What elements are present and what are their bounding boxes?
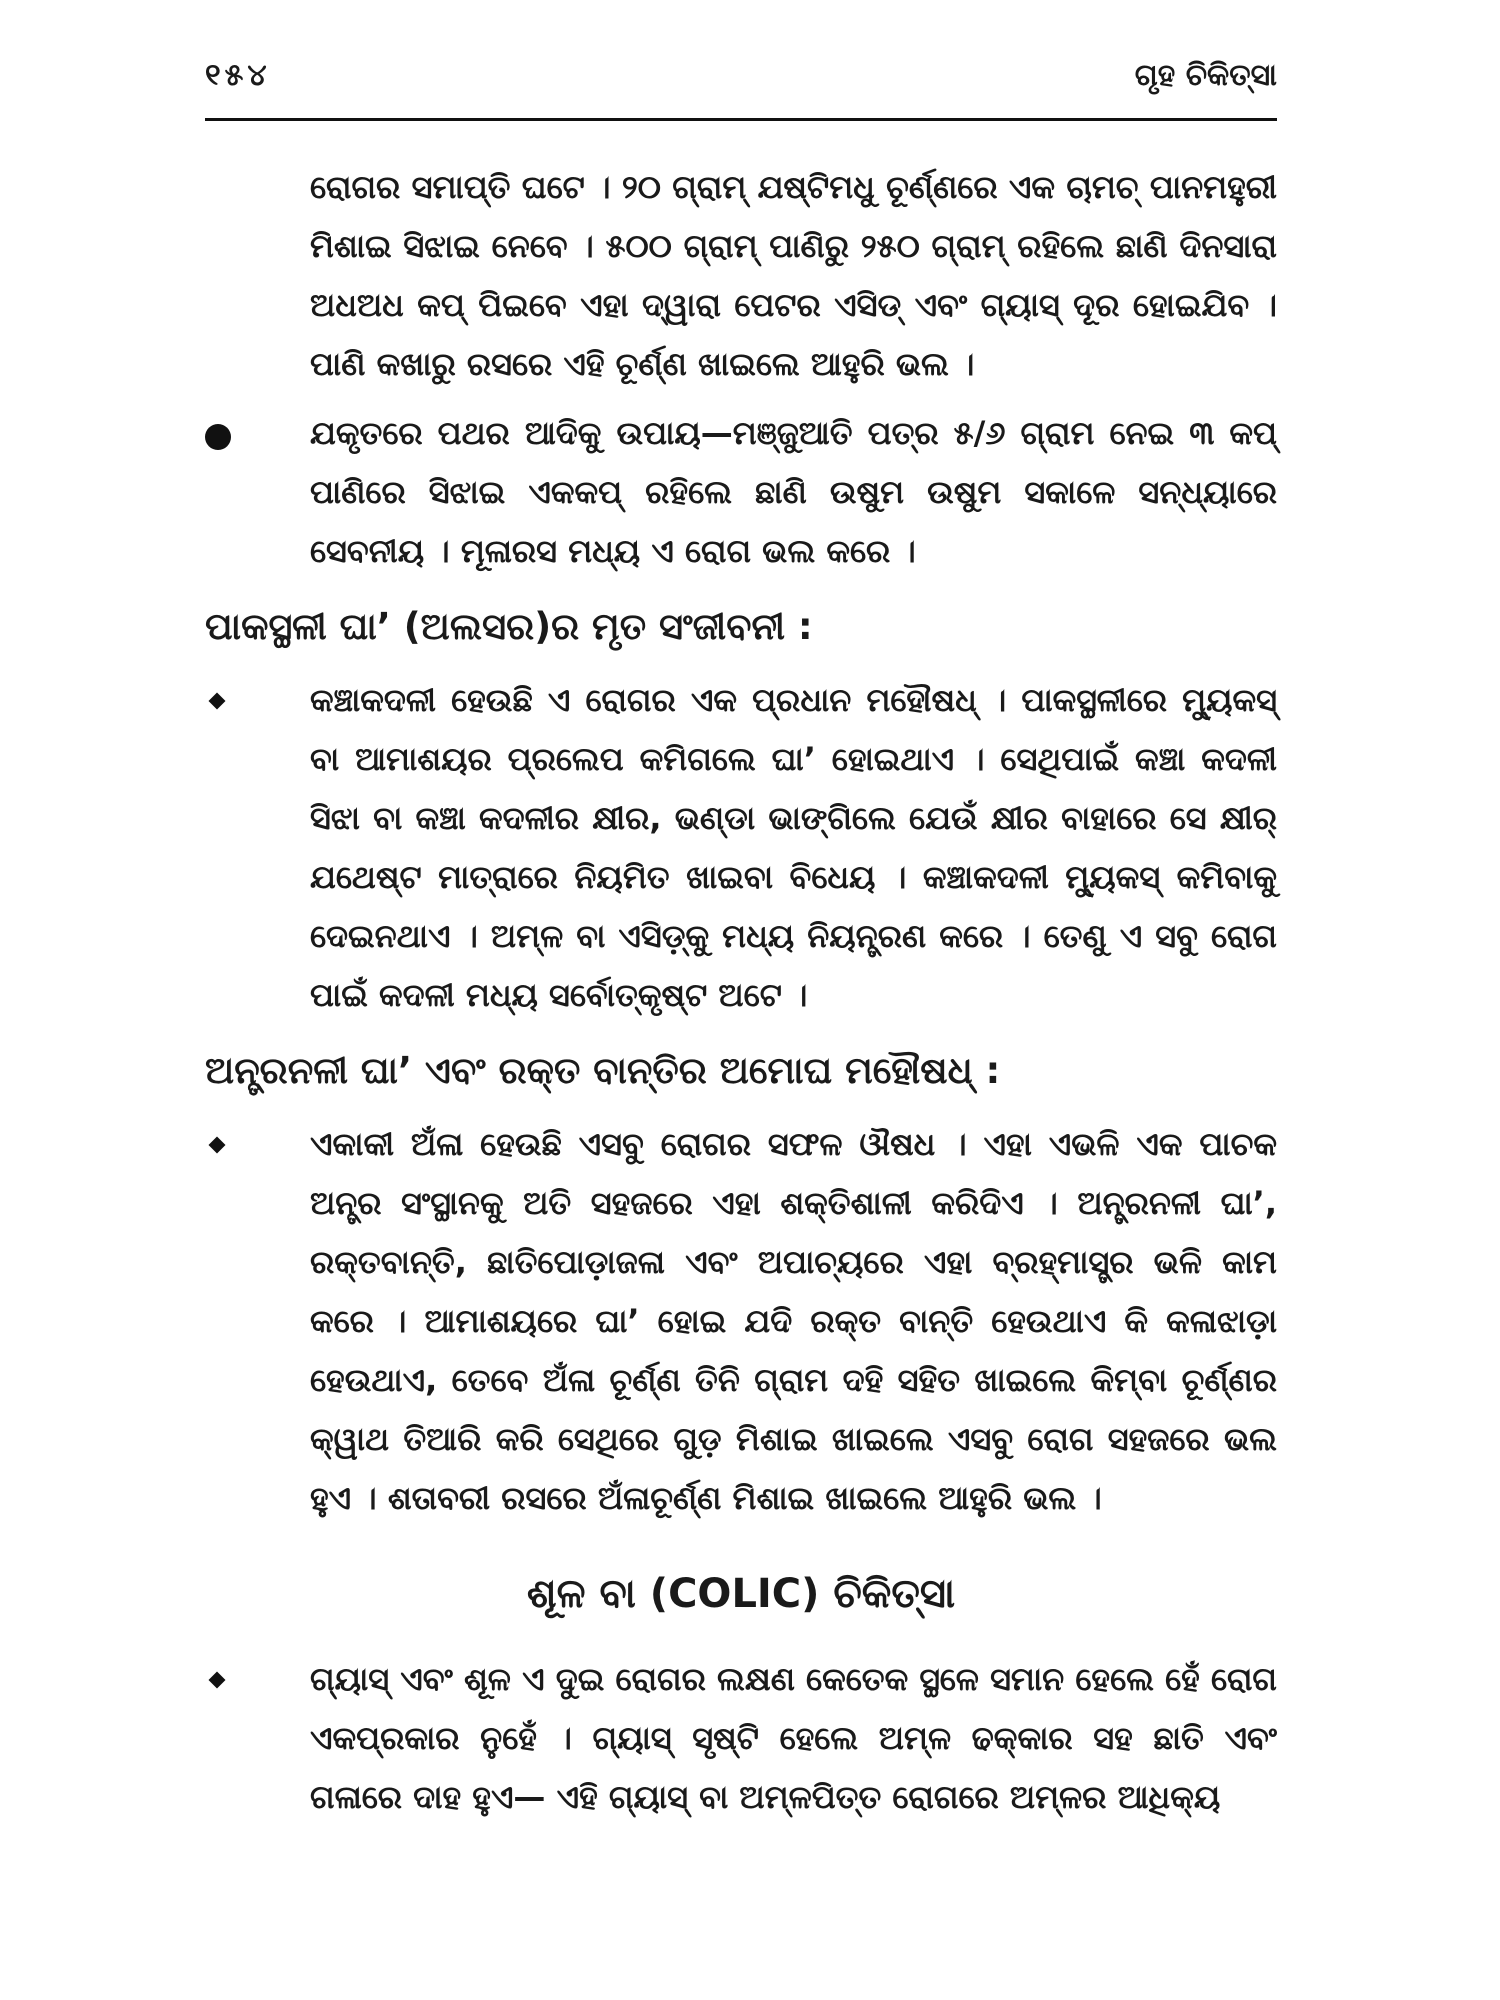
bullet-item-gas-colic xyxy=(205,1650,1277,1827)
bullet-item-raw-banana xyxy=(205,671,1277,1025)
bullet-text: ଗ୍ୟାସ୍ ଏବଂ ଶୂଳ ଏ ଦୁଇ ରୋଗର ଲକ୍ଷଣ କେତେକ ସ୍ଥଳେ ସମାନ ହେଲେ ହେଁ ରୋଗ ଏକପ୍ରକାର ନୁହେଁ । ଗ୍ୟାସ୍ ସୃଷ୍ଟି ହେଲେ ଅମ୍ଳ ଢକ୍କାର ସହ ଛାତି ଏବଂ ଗଳାରେ ଦାହ ହୁଏ— ଏହି ଗ୍ୟାସ୍ ବା ଅମ୍ଳପିତ୍ତ ରୋଗରେ ଅମ୍ଳର ଆଧିକ୍ୟ xyxy=(310,1660,1277,1816)
section-heading-intestine: ଅନ୍ତ୍ରନଳୀ ଘା’ ଏବଂ ରକ୍ତ ବାନ୍ତିର ଅମୋଘ ମହୌଷଧ୍ : xyxy=(205,1049,1001,1092)
section-heading-colic: ଶୂଳ ବା (COLIC) ଚିକିତ୍ସା xyxy=(526,1571,956,1617)
page-header xyxy=(205,58,1277,118)
bullet-text: କଞ୍ଚାକଦଳୀ ହେଉଛି ଏ ରୋଗର ଏକ ପ୍ରଧାନ ମହୌଷଧ୍ । ପାକସ୍ଥଳୀରେ ମ୍ୟୁକସ୍ ବା ଆମାଶୟର ପ୍ରଲେପ କମିଗଲେ ଘା’ ହୋଇଥାଏ । ସେଥିପାଇଁ କଞ୍ଚା କଦଳୀ ସିଝା ବା କଞ୍ଚା କଦଳୀର କ୍ଷୀର, ଭଣ୍ଡା ଭାଙ୍ଗିଲେ ଯେଉଁ କ୍ଷୀର ବାହାରେ ସେ କ୍ଷୀର୍ ଯଥେଷ୍ଟ ମାତ୍ରାରେ ନିୟମିତ ଖାଇବା ବିଧେୟ । କଞ୍ଚାକଦଳୀ ମ୍ୟୁକସ୍ କମିବାକୁ ଦେଇନଥାଏ । ଅମ୍ଳ ବା ଏସିଡ଼୍କୁ ମଧ୍ୟ ନିୟନ୍ତ୍ରଣ କରେ । ତେଣୁ ଏ ସବୁ ରୋଗ ପାଇଁ କଦଳୀ ମଧ୍ୟ ସର୍ବୋତ୍କୃଷ୍ଟ ଅଟେ । xyxy=(310,681,1277,1014)
bullet-item-amla xyxy=(205,1115,1277,1528)
section-heading-ulcer: ପାକସ୍ଥଳୀ ଘା’ (ଅଲସର)ର ମୃତ ସଂଜୀବନୀ : xyxy=(205,605,813,648)
paragraph-continued: ରୋଗର ସମାପ୍ତି ଘଟେ । ୨୦ ଗ୍ରାମ୍ ଯଷ୍ଟିମଧୁ ଚୂର୍ଣ୍ଣରେ ଏକ ଚାମଚ୍ ପାନମହୁରୀ ମିଶାଇ ସିଝାଇ ନେବେ । ୫୦୦ ଗ୍ରାମ୍ ପାଣିରୁ ୨୫୦ ଗ୍ରାମ୍ ରହିଲେ ଛାଣି ଦିନସାରା ଅଧଅଧ କପ୍ ପିଇବେ ଏହା ଦ୍ୱାରା ପେଟର ଏସିଡ୍ ଏବଂ ଗ୍ୟାସ୍ ଦୂର ହୋଇଯିବ । ପାଣି କଖାରୁ ରସରେ ଏହି ଚୂର୍ଣ୍ଣ ଖାଇଲେ ଆହୁରି ଭଲ । xyxy=(310,168,1277,383)
page-number: ୧୫୪ xyxy=(205,58,271,93)
bullet-item-liver-stone xyxy=(205,404,1277,581)
page-content xyxy=(205,150,1277,1837)
running-title: ଗୃହ ଚିକିତ୍ସା xyxy=(1134,58,1277,93)
bullet-text: ଯକୃତରେ ପଥର ଆଦିକୁ ଉପାୟ—ମଞ୍ଜୁଆତି ପତ୍ର ୫/୬ ଗ୍ରାମ ନେଇ ୩ କପ୍ ପାଣିରେ ସିଝାଇ ଏକକପ୍ ରହିଲେ ଛାଣି ଉଷୁମ ଉଷୁମ ସକାଳେ ସନ୍ଧ୍ୟାରେ ସେବନୀୟ । ମୂଳାରସ ମଧ୍ୟ ଏ ରୋଗ ଭଲ କରେ । xyxy=(310,414,1277,570)
bullet-text: ଏକାକୀ ଅଁଳା ହେଉଛି ଏସବୁ ରୋଗର ସଫଳ ଔଷଧ । ଏହା ଏଭଳି ଏକ ପାଚକ ଅନ୍ତ୍ର ସଂସ୍ଥାନକୁ ଅତି ସହଜରେ ଏହା ଶକ୍ତିଶାଳୀ କରିଦିଏ । ଅନ୍ତ୍ରନଳୀ ଘା’, ରକ୍ତବାନ୍ତି, ଛାତିପୋଡ଼ାଜଳା ଏବଂ ଅପାଚ୍ୟରେ ଏହା ବ୍ରହ୍ମାସ୍ତ୍ର ଭଳି କାମ କରେ । ଆମାଶୟରେ ଘା’ ହୋଇ ଯଦି ରକ୍ତ ବାନ୍ତି ହେଉଥାଏ କି କଳାଝାଡ଼ା ହେଉଥାଏ, ତେବେ ଅଁଳା ଚୂର୍ଣ୍ଣ ତିନି ଗ୍ରାମ ଦହି ସହିତ ଖାଇଲେ କିମ୍ବା ଚୂର୍ଣ୍ଣର କ୍ୱାଥ ତିଆରି କରି ସେଥିରେ ଗୁଡ଼ ମିଶାଇ ଖାଇଲେ ଏସବୁ ରୋଗ ସହଜରେ ଭଲ ହୁଏ । ଶତାବରୀ ରସରେ ଅଁଳାଚୂର୍ଣ୍ଣ ମିଶାଇ ଖାଇଲେ ଆହୁରି ଭଲ । xyxy=(310,1125,1277,1517)
header-rule xyxy=(205,118,1277,121)
